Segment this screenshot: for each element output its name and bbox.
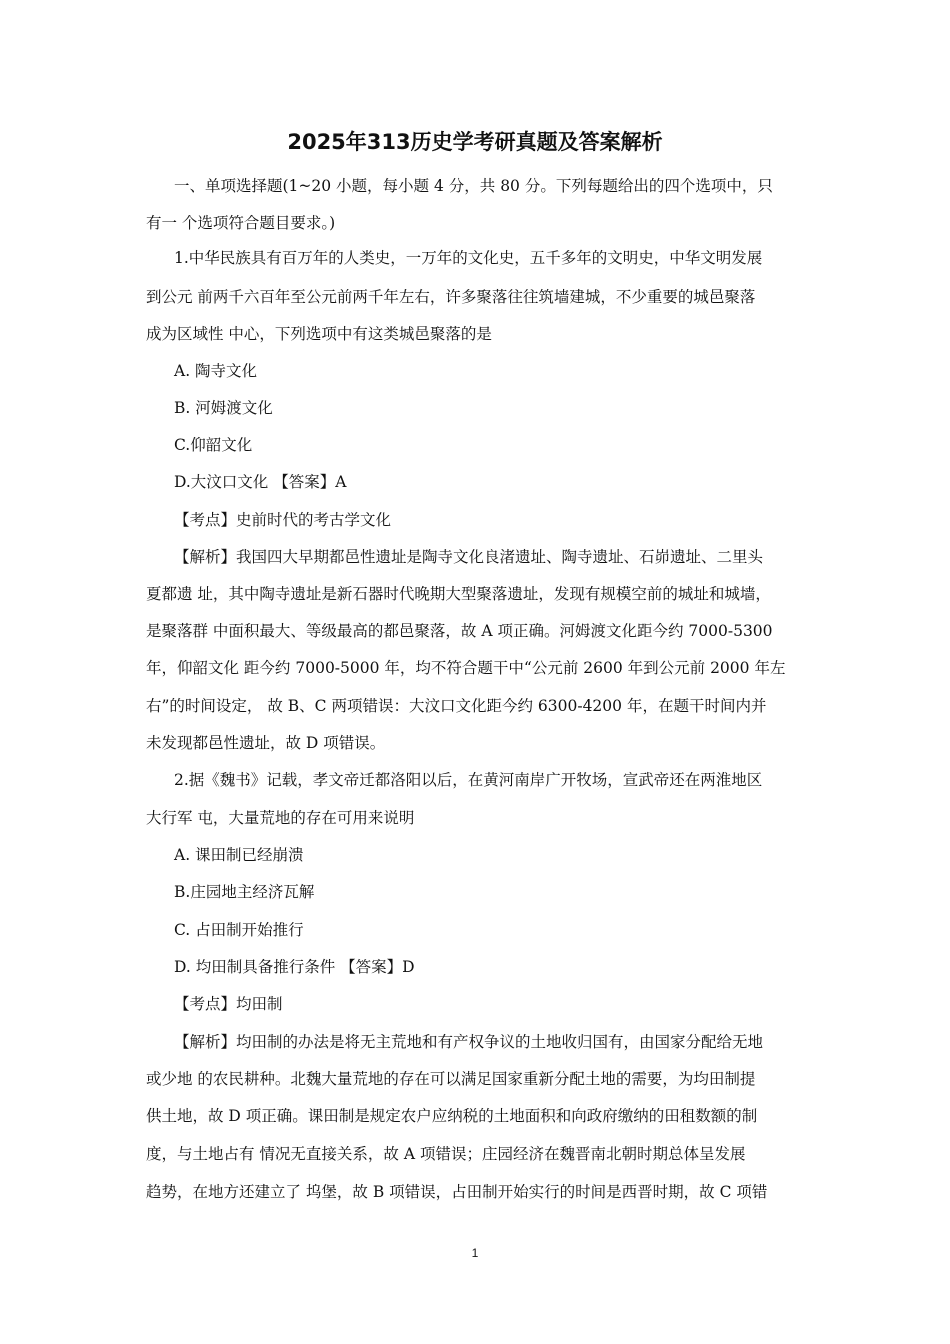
text-line: 成为区域性 中心，下列选项中有这类城邑聚落的是 bbox=[146, 325, 492, 343]
document-title: 2025年313历史学考研真题及答案解析 bbox=[287, 130, 663, 154]
option-line: B.庄园地主经济瓦解 bbox=[174, 883, 315, 901]
text-line: 趋势，在地方还建立了 坞堡，故 B 项错误，占田制开始实行的时间是西晋时期，故 C 项错 bbox=[146, 1183, 768, 1201]
text-line: 1.中华民族具有百万年的人类史，一万年的文化史，五千多年的文明史，中华文明发展 bbox=[174, 249, 763, 267]
option-line: B. 河姆渡文化 bbox=[174, 399, 273, 417]
option-line: D. 均田制具备推行条件 【答案】D bbox=[174, 958, 415, 976]
option-line: A. 课田制已经崩溃 bbox=[174, 846, 304, 864]
text-line: 未发现都邑性遗址，故 D 项错误。 bbox=[146, 734, 386, 752]
topic-line: 【考点】均田制 bbox=[174, 995, 283, 1013]
text-line: 夏都遗 址，其中陶寺遗址是新石器时代晚期大型聚落遗址，发现有规模空前的城址和城墙， bbox=[146, 585, 771, 603]
text-line: 是聚落群 中面积最大、等级最高的都邑聚落，故 A 项正确。河姆渡文化距今约 7000-5300 bbox=[146, 622, 773, 640]
text-line: 度，与土地占有 情况无直接关系，故 A 项错误；庄园经济在魏晋南北朝时期总体呈发展 bbox=[146, 1145, 746, 1163]
option-line: D.大汶口文化 【答案】A bbox=[174, 473, 347, 491]
option-line: C.仰韶文化 bbox=[174, 436, 253, 454]
page-number: 1 bbox=[471, 1246, 479, 1260]
text-line: 有一 个选项符合题目要求。) bbox=[146, 214, 336, 232]
text-line: 大行军 屯，大量荒地的存在可用来说明 bbox=[146, 809, 415, 827]
text-line: 右”的时间设定， 故 B、C 两项错误：大汶口文化距今约 6300-4200 年，在题干时间内并 bbox=[146, 697, 767, 715]
text-line: 【解析】均田制的办法是将无主荒地和有产权争议的土地收归国有，由国家分配给无地 bbox=[174, 1033, 764, 1051]
option-line: C. 占田制开始推行 bbox=[174, 921, 304, 939]
text-line: 【解析】我国四大早期都邑性遗址是陶寺文化良渚遗址、陶寺遗址、石峁遗址、二里头 bbox=[174, 548, 764, 566]
text-line: 到公元 前两千六百年至公元前两千年左右，许多聚落往往筑墙建城，不少重要的城邑聚落 bbox=[146, 288, 756, 306]
text-line: 2.据《魏书》记载，孝文帝迁都洛阳以后，在黄河南岸广开牧场，宣武帝还在两淮地区 bbox=[174, 771, 763, 789]
text-line: 或少地 的农民耕种。北魏大量荒地的存在可以满足国家重新分配土地的需要，为均田制提 bbox=[146, 1070, 756, 1088]
topic-line: 【考点】史前时代的考古学文化 bbox=[174, 511, 392, 529]
text-line: 年，仰韶文化 距今约 7000-5000 年，均不符合题干中“公元前 2600 年到公元前 2000 年左 bbox=[146, 659, 786, 677]
text-line: 一、单项选择题(1~20 小题，每小题 4 分，共 80 分。下列每题给出的四个选项中，只 bbox=[174, 177, 773, 195]
text-line: 供土地，故 D 项正确。课田制是规定农户应纳税的土地面积和向政府缴纳的田租数额的制 bbox=[146, 1107, 758, 1125]
option-line: A. 陶寺文化 bbox=[174, 362, 258, 380]
